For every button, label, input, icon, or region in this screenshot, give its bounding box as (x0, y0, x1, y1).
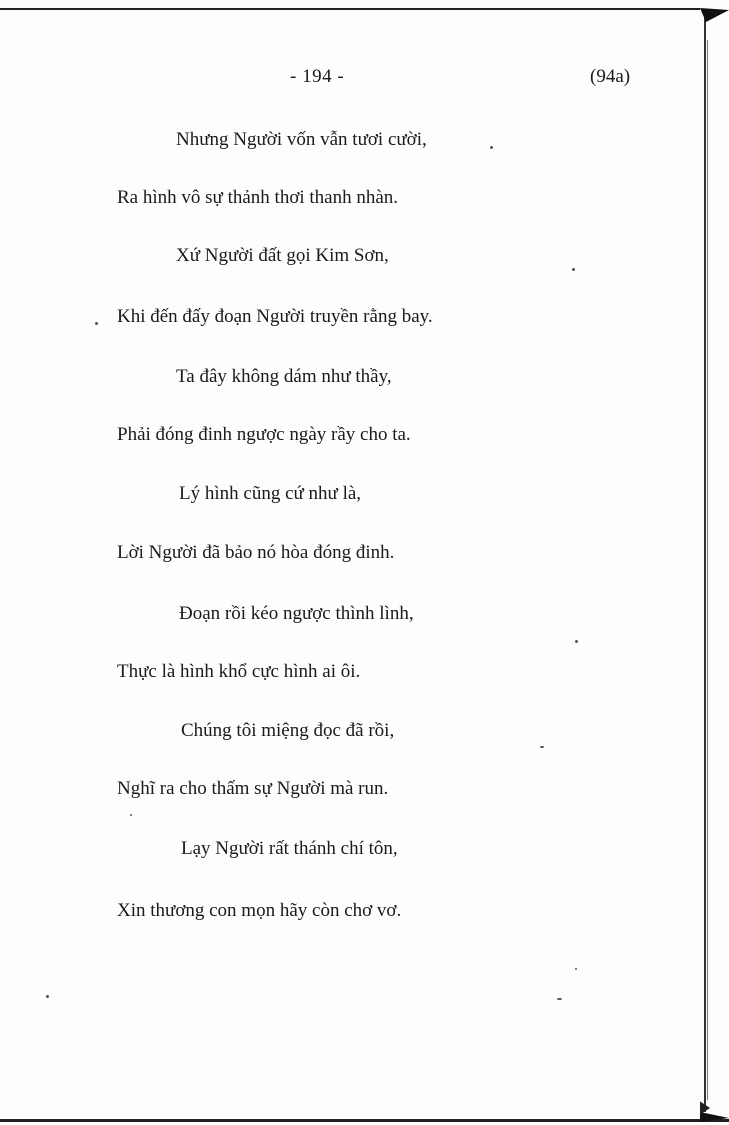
verse-line-13: Lạy Người rất thánh chí tôn, (181, 838, 398, 859)
verse-line-12: Nghĩ ra cho thấm sự Người mà run. (117, 778, 389, 799)
scan-speck (490, 146, 493, 149)
scan-speck (46, 995, 49, 998)
verse-line-8: Lời Người đã bảo nó hòa đóng đinh. (117, 542, 395, 563)
scan-speck (575, 968, 577, 970)
page-number: - 194 - (290, 66, 345, 87)
scan-speck (540, 746, 544, 748)
top-scan-edge (0, 8, 700, 10)
verse-line-4: Khi đến đấy đoạn Người truyền rằng bay. (117, 306, 433, 327)
binding-marks (700, 0, 729, 1125)
verse-line-2: Ra hình vô sự thảnh thơi thanh nhàn. (117, 187, 399, 208)
verse-line-10: Thực là hình khổ cực hình ai ôi. (117, 661, 361, 682)
verse-line-5: Ta đây không dám như thầy, (176, 366, 392, 387)
verse-line-14: Xin thương con mọn hãy còn chơ vơ. (117, 900, 402, 921)
scan-speck (130, 814, 132, 816)
verse-line-3: Xứ Người đất gọi Kim Sơn, (176, 245, 389, 266)
book-binding-edge (700, 0, 729, 1125)
bottom-scan-edge (0, 1119, 729, 1122)
scan-speck (557, 998, 562, 1000)
verse-line-11: Chúng tôi miệng đọc đã rồi, (181, 720, 395, 741)
verse-line-9: Đoạn rồi kéo ngược thình lình, (179, 603, 414, 624)
scan-speck (572, 268, 575, 271)
plate-reference: (94a) (590, 66, 631, 87)
verse-line-6: Phải đóng đinh ngược ngày rầy cho ta. (117, 424, 411, 445)
verse-line-7: Lý hình cũng cứ như là, (179, 483, 362, 504)
scan-speck (95, 322, 98, 325)
verse-line-1: Nhưng Người vốn vẫn tươi cười, (176, 129, 427, 150)
scan-speck (575, 640, 578, 643)
